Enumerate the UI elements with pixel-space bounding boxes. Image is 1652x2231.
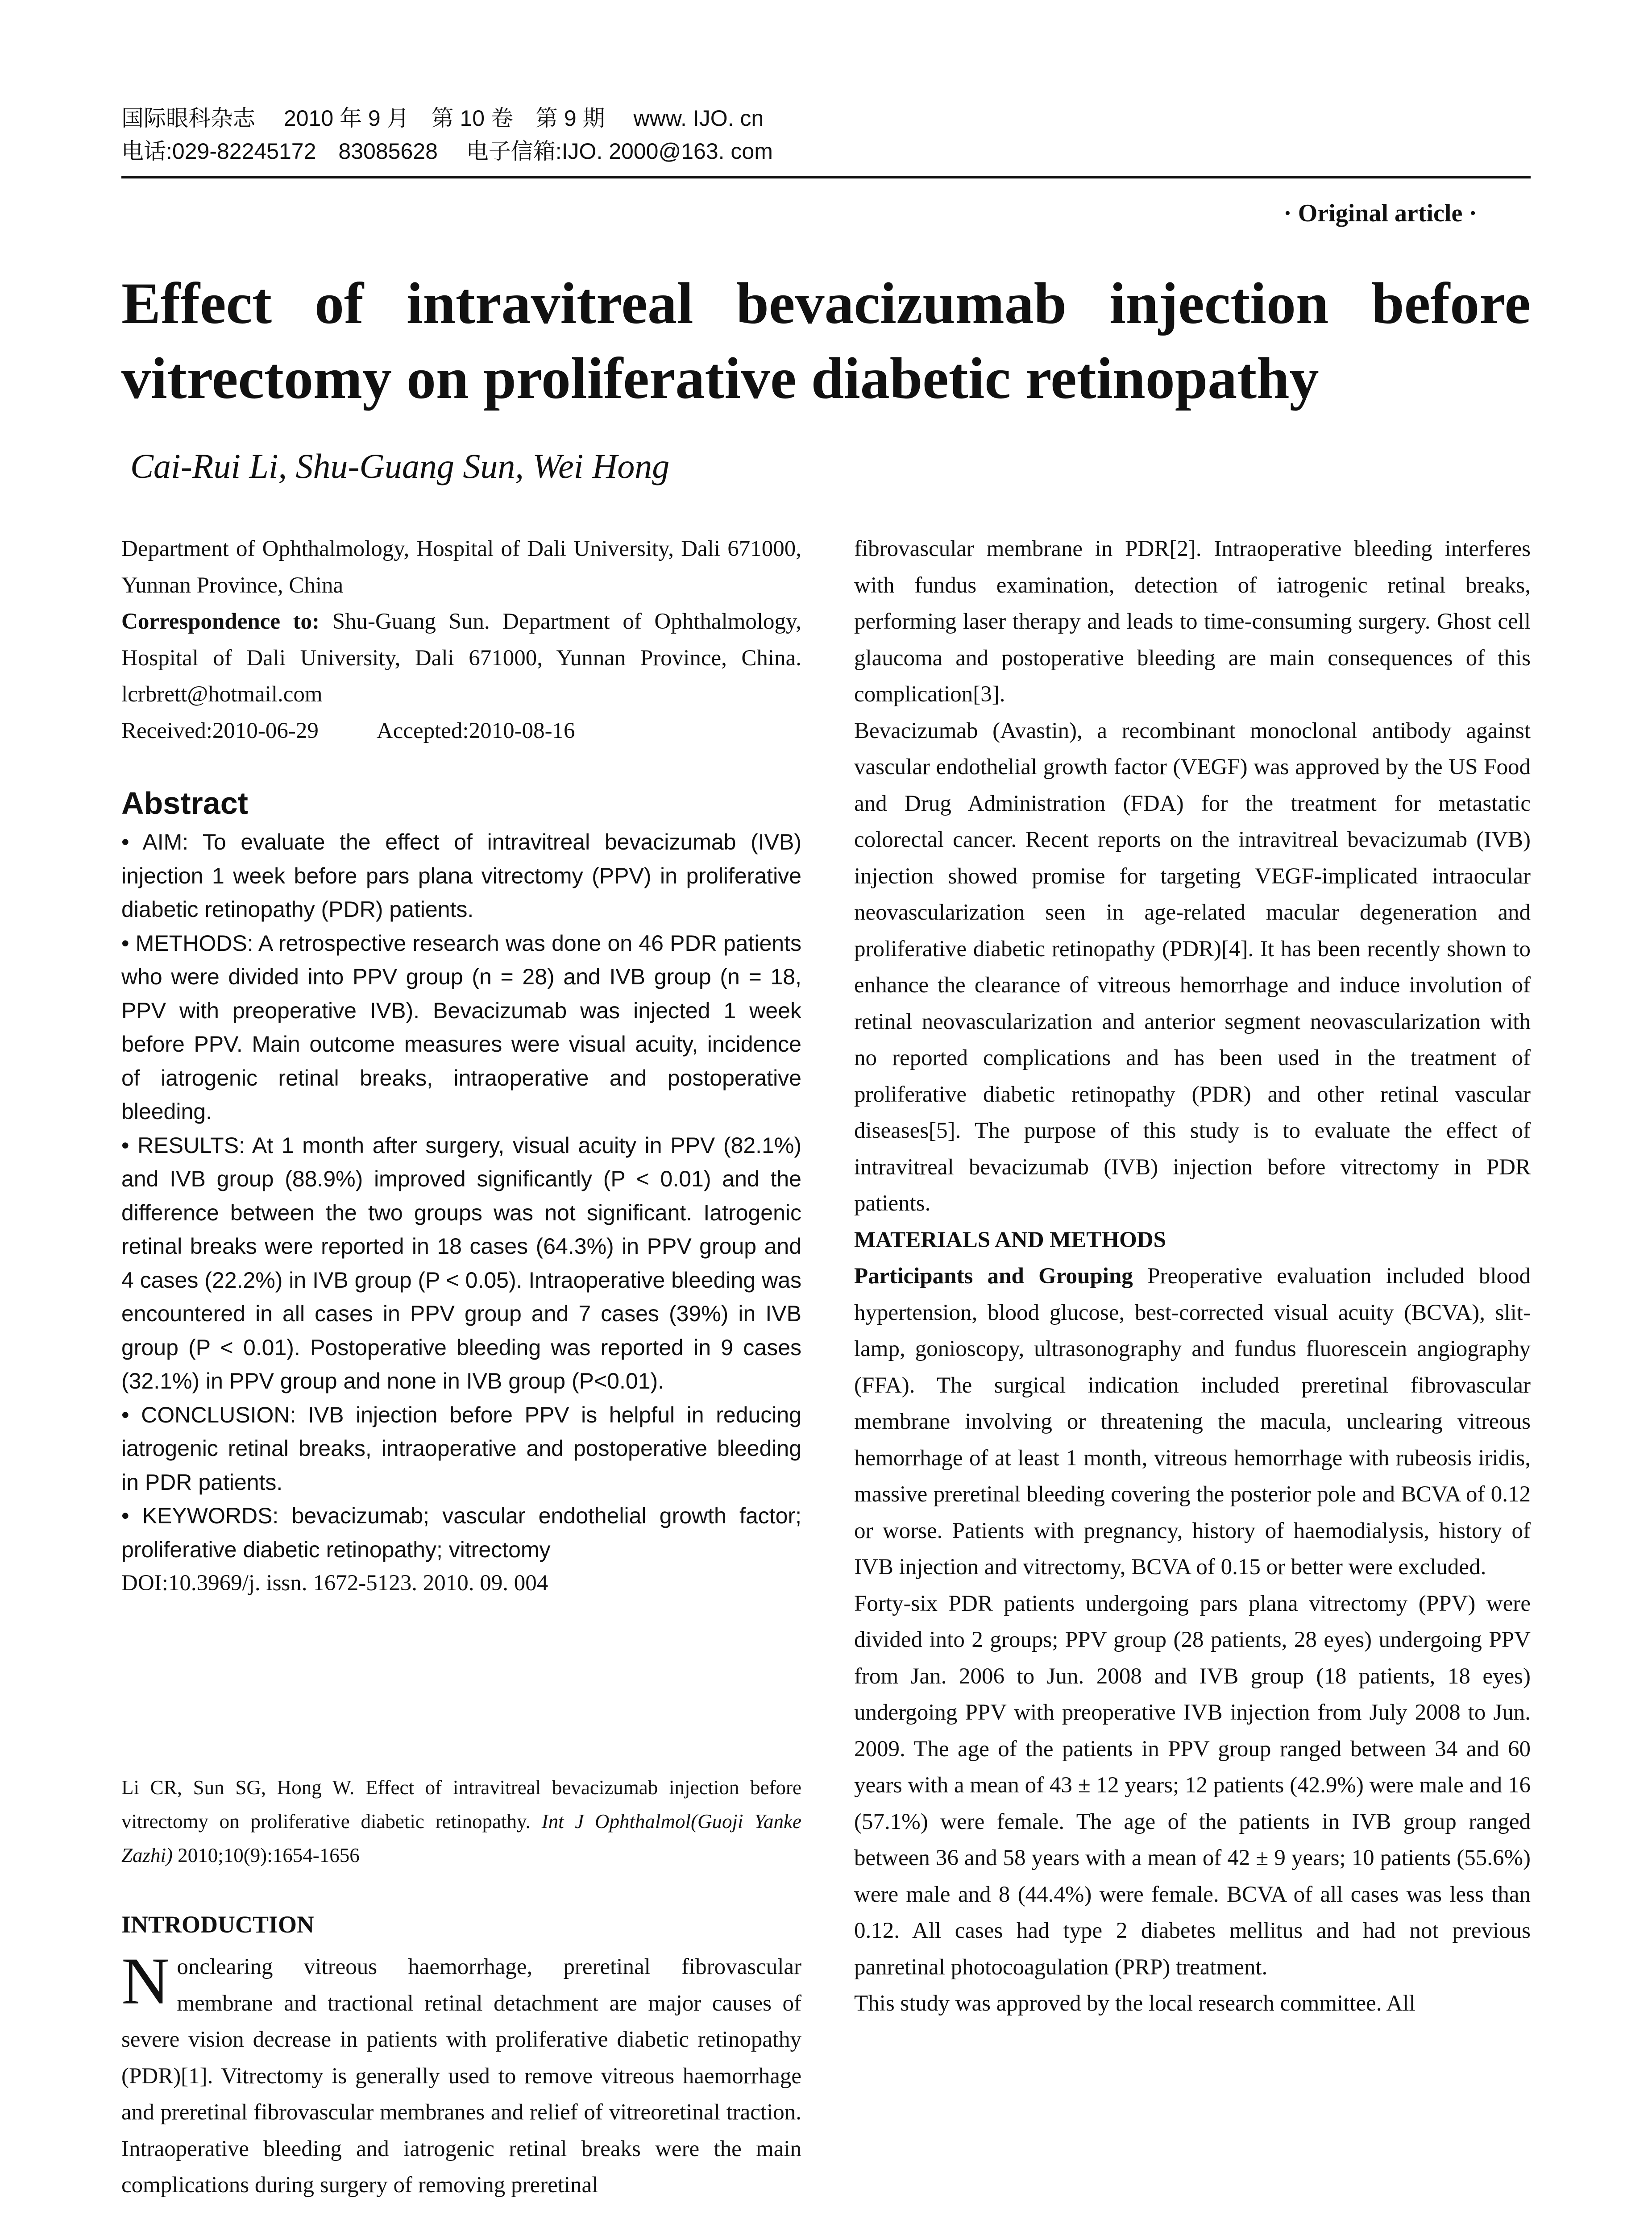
right-para-2: Bevacizumab (Avastin), a recombinant monoclonal antibody against vascular endothelial growth factor (VEGF) was approved by the US Food and Drug Administration (FDA) for the treatment for metastatic colorectal cancer. Recent reports on the intravitreal bevacizumab (IVB) injection showed promise for targeting VEGF-implicated intraocular neovascularization seen in age-related macular degeneration and proliferative diabetic retinopathy (PDR)[4]. It has been recently shown to enhance the clearance of vitreous hemorrhage and induce involution of retinal neovascularization and anterior segment neovascularization with no reported complications and has been used in the treatment of proliferative diabetic retinopathy (PDR) and other retinal vascular diseases[5]. The purpose of this study is to evaluate the effect of intravitreal bevacizumab (IVB) injection before vitrectomy in PDR patients. [854, 718, 1531, 1216]
received-date: Received:2010-06-29 [121, 718, 319, 743]
abstract [121, 782, 801, 1601]
citation-tail: 2010;10(9):1654-1656 [173, 1844, 360, 1866]
journal-info-line: 国际眼科杂志 2010 年 9 月 第 10 卷 第 9 期 www. IJO. cn [121, 106, 764, 131]
abstract-results: • RESULTS: At 1 month after surgery, visual acuity in PPV (82.1%) and IVB group (88.9%) improved significantly (P < 0.01) and the difference between the two groups was not significant. Iatrogenic retinal breaks were reported in 18 cases (64.3%) in PPV group and 4 cases (22.2%) in IVB group (P < 0.05). Intraoperative bleeding was encountered in all cases in PPV group and 7 cases (39%) in IVB group (P < 0.01). Postoperative bleeding was reported in 9 cases (32.1%) in PPV group and none in IVB group (P<0.01). [121, 1132, 801, 1393]
abstract-keywords: • KEYWORDS: bevacizumab; vascular endothelial growth factor; proliferative diabetic retinopathy; vitrectomy [121, 1503, 801, 1562]
journal-contact-line: 电话:029-82245172 83085628 电子信箱:IJO. 2000@163. com [121, 139, 773, 164]
header-rule [121, 176, 1531, 178]
authors: Cai-Rui Li, Shu-Guang Sun, Wei Hong [130, 447, 670, 485]
abstract-methods: • METHODS: A retrospective research was done on 46 PDR patients who were divided into PPV group (n = 28) and IVB group (n = 18, PPV with preoperative IVB). Bevacizumab was injected 1 week before PPV. Main outcome measures were visual acuity, incidence of iatrogenic retinal breaks, intraoperative and postoperative bleeding. [121, 930, 801, 1124]
methods-heading: MATERIALS AND METHODS [854, 1227, 1166, 1252]
introduction-body [121, 1944, 801, 2204]
dates [121, 713, 801, 750]
correspondence-label: Correspondence to: [121, 609, 320, 634]
right-para-5: This study was approved by the local research committee. All [854, 1991, 1415, 2016]
citation [121, 1771, 801, 1872]
doi: DOI:10.3969/j. issn. 1672-5123. 2010. 09. 004 [121, 1571, 548, 1596]
affiliation: Department of Ophthalmology, Hospital of Dali University, Dali 671000, Yunnan Province, China [121, 536, 801, 598]
drop-cap: N [121, 1944, 170, 2018]
correspondence [121, 604, 801, 713]
right-para-4: Forty-six PDR patients undergoing pars plana vitrectomy (PPV) were divided into 2 groups; PPV group (28 patients, 28 eyes) undergoing PPV from Jan. 2006 to Jun. 2008 and IVB group (18 patients, 18 eyes) undergoing PPV with preoperative IVB injection from July 2008 to Jun. 2009. The age of the patients in PPV group ranged between 34 and 60 years with a mean of 43 ± 12 years; 12 patients (42.9%) were male and 16 (57.1%) were female. The age of the patients in IVB group ranged between 36 and 58 years with a mean of 42 ± 9 years; 10 patients (55.6%) were male and 8 (44.4%) were female. BCVA of all cases was less than 0.12. All cases had type 2 diabetes mellitus and had not previous panretinal photocoagulation (PRP) treatment. [854, 1591, 1531, 1980]
title-line-1: Effect of intravitreal bevacizumab injection before [121, 270, 1531, 336]
right-para-1: fibrovascular membrane in PDR[2]. Intraoperative bleeding interferes with fundus examination, detection of iatrogenic retinal breaks, performing laser therapy and leads to time-consuming surgery. Ghost cell glaucoma and postoperative bleeding are main consequences of this complication[3]. [854, 536, 1531, 707]
correspondence-text: Shu-Guang Sun. Department of Ophthalmology, Hospital of Dali University, Dali 671000, Yunnan Province, China. lcrbrett@hotmail.com [121, 609, 801, 707]
citation-journal: Int J Ophthalmol(Guoji Yanke Zazhi) [121, 1810, 801, 1866]
abstract-heading: Abstract [121, 786, 248, 821]
accepted-date: Accepted:2010-08-16 [376, 718, 575, 743]
right-para-3 [854, 1258, 1531, 1586]
journal-header [121, 102, 773, 168]
right-column [854, 531, 1531, 2022]
participants-label: Participants and Grouping [854, 1264, 1133, 1289]
title-line-2: vitrectomy on proliferative diabetic retinopathy [121, 345, 1319, 411]
introduction-heading: INTRODUCTION [121, 1911, 315, 1938]
affiliation-block [121, 531, 801, 749]
article-title [121, 266, 1531, 416]
citation-text: Li CR, Sun SG, Hong W. Effect of intravitreal bevacizumab injection before vitrectomy on proliferative diabetic retinopathy. [121, 1776, 801, 1833]
abstract-conclusion: • CONCLUSION: IVB injection before PPV is helpful in reducing iatrogenic retinal breaks, intraoperative and postoperative bleeding in PDR patients. [121, 1402, 801, 1495]
participants-text: Preoperative evaluation included blood hypertension, blood glucose, best-corrected visual acuity (BCVA), slit-lamp, gonioscopy, ultrasonography and fundus fluorescein angiography (FFA). The surgical indication included preretinal fibrovascular membrane involving or threatening the macula, unclearing vitreous hemorrhage of at least 1 month, vitreous hemorrhage with rubeosis iridis, massive preretinal bleeding covering the posterior pole and BCVA of 0.12 or worse. Patients with pregnancy, history of haemodialysis, history of IVB injection and vitrectomy, BCVA of 0.15 or better were excluded. [854, 1264, 1531, 1580]
abstract-aim: • AIM: To evaluate the effect of intravitreal bevacizumab (IVB) injection 1 week before pars plana vitrectomy (PPV) in proliferative diabetic retinopathy (PDR) patients. [121, 829, 801, 922]
introduction-text: onclearing vitreous haemorrhage, preretinal fibrovascular membrane and tractional retinal detachment are major causes of severe vision decrease in patients with proliferative diabetic retinopathy (PDR)[1]. Vitrectomy is generally used to remove vitreous haemorrhage and preretinal fibrovascular membranes and relief of vitreoretinal traction. Intraoperative bleeding and iatrogenic retinal breaks were the main complications during surgery of removing preretinal [121, 1954, 801, 2198]
article-type: · Original article · [1283, 199, 1477, 227]
